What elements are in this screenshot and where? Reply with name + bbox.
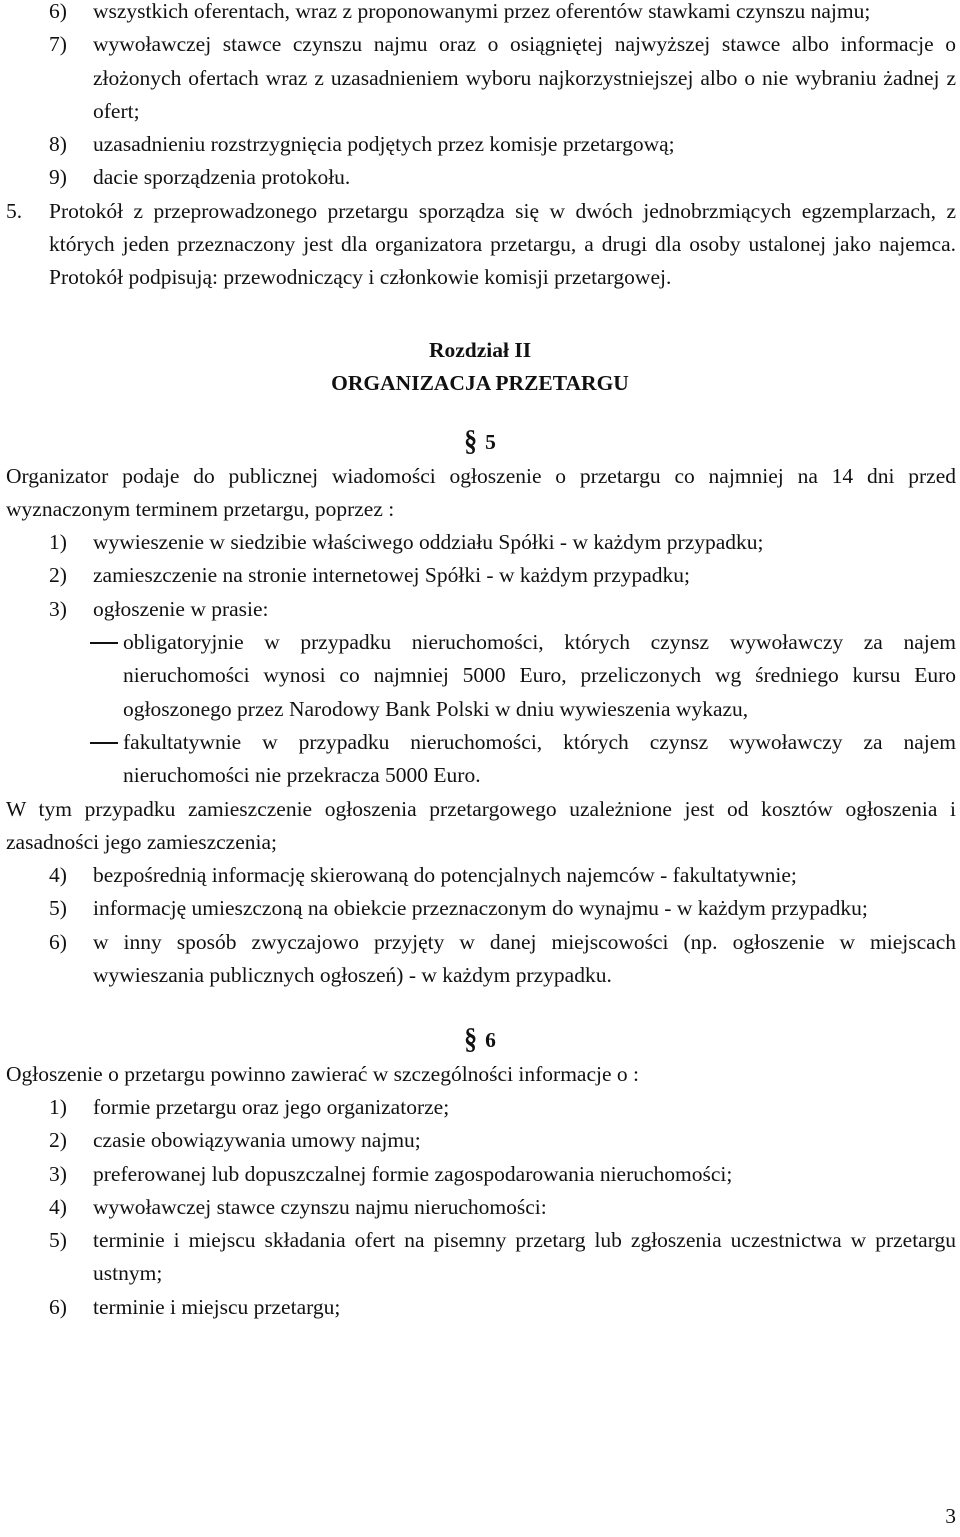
list-item-text: informację umieszczoną na obiekcie przeznaczonym do wynajmu - w każdym przypadku;: [93, 896, 868, 921]
list-item: [0, 926, 960, 993]
list-item-number: 3): [49, 1161, 67, 1186]
section-5-note: W tym przypadku zamieszczenie ogłoszenia przetargowego uzależnione jest od kosztów ogłoszenia i zasadności jego zamieszczenia;: [6, 796, 956, 854]
list-item-text: preferowanej lub dopuszczalnej formie zagospodarowania nieruchomości;: [93, 1161, 733, 1186]
section-5-list-b: [0, 859, 960, 992]
press-options-list: [0, 626, 960, 792]
list-item-text: terminie i miejscu przetargu;: [93, 1294, 341, 1319]
list-item: [0, 1191, 960, 1224]
paragraph-text: Protokół z przeprowadzonego przetargu sporządza się w dwóch jednobrzmiących egzemplarzach, z których jeden przeznaczony jest dla organizatora przetargu, a drugi dla osoby ustalonej jako najemca. Protokół podpisują: przewodniczący i członkowie komisji przetargowej.: [49, 198, 956, 290]
protocol-contents-list: [0, 0, 960, 195]
list-item-number: 4): [49, 863, 67, 888]
list-item-text: terminie i miejscu składania ofert na pisemny przetarg lub zgłoszenia uczestnictwa w przetargu ustnym;: [93, 1228, 956, 1286]
list-item-number: 3): [49, 596, 67, 621]
list-item-number: 5): [49, 1228, 67, 1253]
section-number: 6: [485, 1028, 496, 1053]
dash-item-text: fakultatywnie w przypadku nieruchomości, których czynsz wywoławczy za najem nieruchomości nie przekracza 5000 Euro.: [123, 729, 956, 788]
list-item: [0, 1124, 960, 1157]
section-6-intro: Ogłoszenie o przetargu powinno zawierać w szczególności informacje o :: [6, 1061, 640, 1086]
list-item-number: 6): [49, 1294, 67, 1319]
section-5-intro: Organizator podaje do publicznej wiadomości ogłoszenie o przetargu co najmniej na 14 dni przed wyznaczonym terminem przetargu, poprzez :: [6, 463, 956, 521]
list-item: [0, 0, 960, 28]
list-item-number: 7): [49, 32, 67, 57]
list-item-number: 1): [49, 530, 67, 555]
list-item-text: zamieszczenie na stronie internetowej Spółki - w każdym przypadku;: [93, 563, 691, 588]
list-item-number: 1): [49, 1094, 67, 1119]
dash-item: [0, 626, 960, 726]
list-item-number: 8): [49, 132, 67, 157]
list-item: [0, 1091, 960, 1124]
list-item-text: uzasadnieniu rozstrzygnięcia podjętych przez komisje przetargową;: [93, 132, 675, 157]
list-item-number: 6): [49, 929, 67, 954]
list-item-text: wywoławczej stawce czynszu najmu nieruchomości:: [93, 1194, 547, 1219]
list-item-text: dacie sporządzenia protokołu.: [93, 165, 351, 190]
section-symbol: §: [464, 424, 478, 458]
dash-item: [0, 726, 960, 793]
list-item-text: wywoławczej stawce czynszu najmu oraz o osiągniętej najwyższej stawce albo informacje o złożonych ofertach wraz z uzasadnieniem wyboru najkorzystniejszej albo o nie wybraniu żadnej z ofert;: [93, 32, 956, 123]
dash-item-text: obligatoryjnie w przypadku nieruchomości, których czynsz wywoławczy za najem nieruchomości wynosi co najmniej 5000 Euro, przeliczonych wg średniego kursu Euro ogłoszonego przez Narodowy Bank Polski w dniu wywieszenia wykazu,: [123, 630, 956, 721]
list-item: [0, 1158, 960, 1191]
list-item: [0, 593, 960, 626]
list-item: [0, 859, 960, 892]
list-item: [0, 28, 960, 128]
list-item-text: wywieszenie w siedzibie właściwego oddziału Spółki - w każdym przypadku;: [93, 530, 764, 555]
paragraph-number: 5.: [6, 198, 23, 223]
section-heading-6: [0, 1022, 960, 1057]
list-item-text: czasie obowiązywania umowy najmu;: [93, 1128, 421, 1153]
list-item-number: 2): [49, 563, 67, 588]
chapter-title: Rozdział II: [428, 337, 532, 362]
section-symbol: §: [464, 1022, 478, 1056]
list-item: [0, 161, 960, 194]
section-number: 5: [485, 430, 496, 455]
dash-bullet: [90, 642, 118, 644]
list-item: [0, 559, 960, 592]
list-item-text: ogłoszenie w prasie:: [93, 596, 269, 621]
list-item: [0, 892, 960, 925]
list-item: [0, 1291, 960, 1324]
section-6-list: [0, 1091, 960, 1324]
list-item-number: 4): [49, 1194, 67, 1219]
list-item-text: formie przetargu oraz jego organizatorze;: [93, 1094, 450, 1119]
list-item: [0, 128, 960, 161]
list-item-number: 2): [49, 1128, 67, 1153]
section-5-list-a: [0, 526, 960, 626]
list-item-number: 9): [49, 165, 67, 190]
paragraph-5: [0, 195, 960, 295]
page-number: 3: [945, 1504, 956, 1528]
list-item-text: w inny sposób zwyczajowo przyjęty w danej miejscowości (np. ogłoszenie w miejscach wywieszania publicznych ogłoszeń) - w każdym przypadku.: [93, 929, 956, 988]
list-item: [0, 1224, 960, 1291]
section-heading-5: [0, 424, 960, 459]
list-item-number: 5): [49, 896, 67, 921]
list-item-text: bezpośrednią informację skierowaną do potencjalnych najemców - fakultatywnie;: [93, 863, 797, 888]
list-item-number: 6): [49, 0, 67, 23]
chapter-subtitle: ORGANIZACJA PRZETARGU: [331, 370, 629, 395]
list-item: [0, 526, 960, 559]
dash-bullet: [90, 742, 118, 744]
list-item-text: wszystkich oferentach, wraz z proponowanymi przez oferentów stawkami czynszu najmu;: [93, 0, 871, 23]
